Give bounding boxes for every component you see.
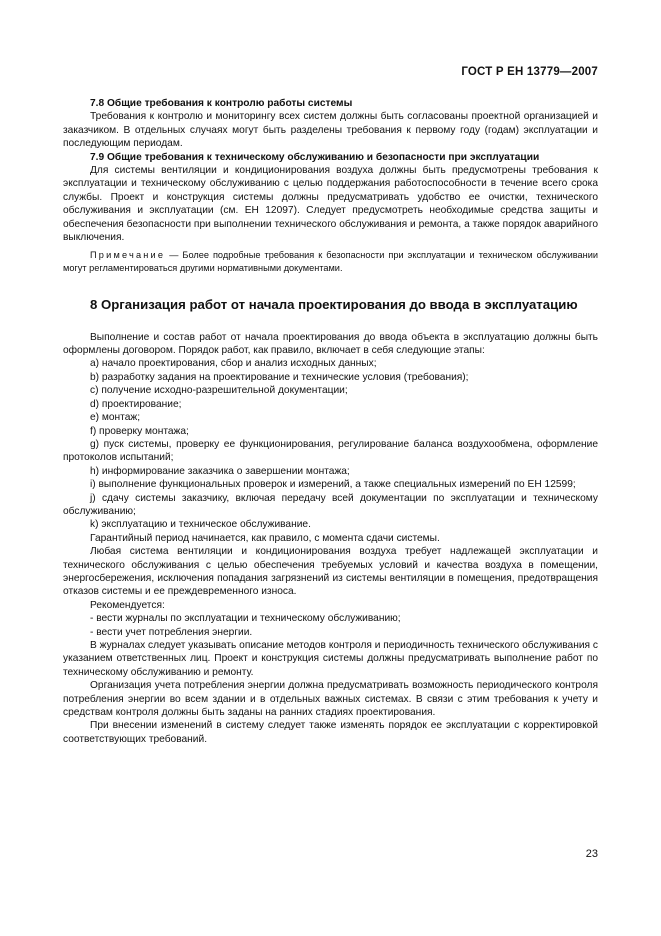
warranty-paragraph: Гарантийный период начинается, как правило, с момента сдачи системы.	[90, 532, 440, 544]
note-label: Примечание	[90, 250, 166, 261]
document-code: ГОСТ Р ЕН 13779—2007	[461, 66, 598, 78]
page-number: 23	[585, 848, 598, 860]
list-item: b) разработку задания на проектирование и технические условия (требования);	[90, 371, 469, 383]
section-7-8-paragraph: Требования к контролю и мониторингу всех систем должны быть согласованы проектной организацией и заказчиком. В отдельных случаях могут быть разделены требования к первому году (годам) эксплуатации и последующим периодам.	[63, 111, 598, 150]
section-7-9-heading: 7.9 Общие требования к техническому обслуживанию и безопасности при эксплуатации	[90, 151, 540, 163]
list-item: g) пуск системы, проверку ее функционирования, регулирование баланса воздухообмена, оформление протоколов испытаний;	[63, 438, 598, 464]
section-8-heading: 8 Организация работ от начала проектирования до ввода в эксплуатацию	[90, 296, 578, 312]
list-item: a) начало проектирования, сбор и анализ исходных данных;	[90, 358, 377, 370]
note-text: — Более подробные требования к безопасности при эксплуатации и техническом обслуживании могут регламентироваться другими нормативными документами.	[63, 250, 598, 274]
recommended-label: Рекомендуется:	[90, 599, 165, 611]
list-item: - вести журналы по эксплуатации и техническому обслуживанию;	[90, 613, 401, 625]
list-item: i) выполнение функциональных проверок и измерений, а также специальных измерений по ЕН 12599;	[90, 479, 576, 491]
list-item: - вести учет потребления энергии.	[90, 626, 253, 638]
section-8-intro: Выполнение и состав работ от начала проектирования до ввода объекта в эксплуатацию должны быть оформлены договором. Порядок работ, как правило, включает в себя следующие этапы:	[63, 331, 598, 357]
maintenance-paragraph: Любая система вентиляции и кондиционирования воздуха требует надлежащей эксплуатации и технического обслуживания с целью обеспечения требуемых условий и качества воздуха в помещении, энергосбережения, исключения попадания загрязнений из системы вентиляции в помещения, предотвращения отказов системы и ее преждевременного износа.	[63, 546, 598, 598]
list-item: k) эксплуатацию и техническое обслуживание.	[90, 519, 311, 531]
note	[63, 249, 598, 274]
journals-paragraph: В журналах следует указывать описание методов контроля и периодичность технического обслуживания с указанием ответственных лиц. Проект и конструкция системы должны предусматривать выполнение работ по техническому обслуживанию и ремонту.	[63, 640, 598, 678]
energy-paragraph: Организация учета потребления энергии должна предусматривать возможность периодического контроля потребления энергии во всем здании и в отдельных важных системах. В связи с этим требования к учету и средствам контроля должны быть заданы на ранних стадиях проектирования.	[63, 680, 598, 719]
section-7-9-paragraph: Для системы вентиляции и кондиционирования воздуха должны быть предусмотрены требования к эксплуатации и техническому обслуживанию с целью поддержания работоспособности в течение всего срока службы. Проект и конструкция системы должны предусматривать удобство ее очистки, технического обслуживания и эксплуатации (см. ЕН 12097). Следует предусмотреть необходимые средства защиты и обеспечения безопасности при выполнении технического обслуживания и ремонта, а также порядок аварийного выключения.	[63, 165, 598, 244]
list-item: d) проектирование;	[90, 398, 182, 410]
list-item: h) информирование заказчика о завершении монтажа;	[90, 465, 350, 477]
changes-paragraph: При внесении изменений в систему следует также изменять порядок ее эксплуатации с корректировкой соответствующих требований.	[63, 720, 598, 745]
document-body	[63, 97, 598, 746]
list-item: e) монтаж;	[90, 412, 141, 424]
list-item: f) проверку монтажа;	[90, 425, 189, 437]
section-7-8-heading: 7.8 Общие требования к контролю работы системы	[90, 98, 353, 109]
list-item: c) получение исходно-разрешительной документации;	[90, 385, 348, 397]
list-item: j) сдачу системы заказчику, включая передачу всей документации по эксплуатации и техническому обслуживанию;	[63, 492, 598, 517]
